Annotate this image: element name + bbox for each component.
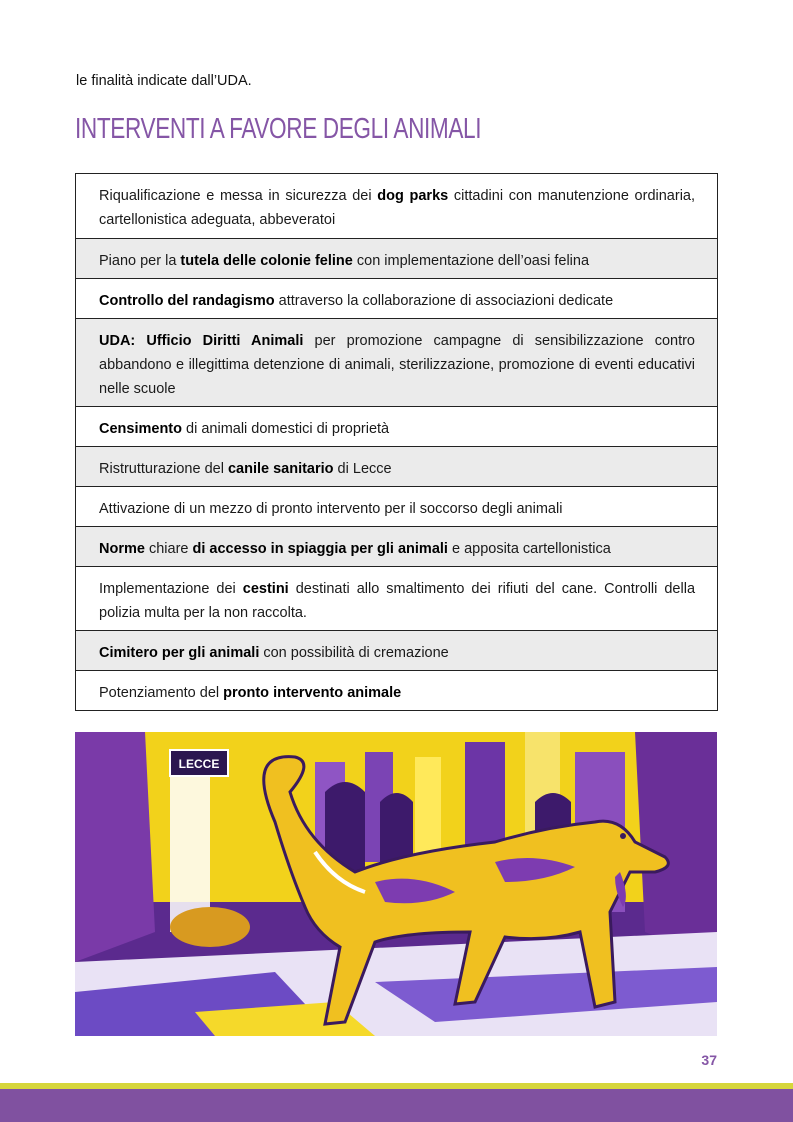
footer-purple-band	[0, 1089, 793, 1122]
intervention-row	[76, 526, 717, 566]
row-text: Piano per la	[99, 253, 181, 269]
bold-text: dog parks	[377, 188, 449, 204]
intervention-row	[76, 566, 717, 630]
bold-text: di accesso in spiaggia per gli animali	[192, 541, 448, 557]
row-text: per promozione campagne di sensibilizzazione contro abbandono e illegittima detenzione di animali, sterilizzazione, promozione di eventi educativi nelle scuole	[99, 333, 695, 397]
interventions-table	[75, 173, 718, 711]
intervention-row	[76, 486, 717, 526]
bold-text: Cimitero per gli animali	[99, 645, 260, 661]
row-text: e apposita cartellonistica	[447, 541, 611, 557]
row-text: Attivazione di un mezzo di pronto intervento per il soccorso degli animali	[99, 501, 563, 517]
bold-text: pronto intervento animale	[223, 685, 402, 701]
intervention-row	[76, 670, 717, 710]
street-sign-text: LECCE	[178, 757, 220, 771]
bold-text: cestini	[242, 581, 289, 597]
row-text: di Lecce	[333, 461, 392, 477]
intro-text: le finalità indicate dall’UDA.	[76, 73, 252, 89]
intervention-row	[76, 630, 717, 670]
intervention-row	[76, 174, 717, 238]
row-text: chiare	[144, 541, 193, 557]
intervention-row	[76, 238, 717, 278]
row-text: attraverso la collaborazione di associazioni dedicate	[274, 293, 614, 309]
intervention-row	[76, 446, 717, 486]
intervention-row	[76, 318, 717, 406]
row-text: Implementazione dei	[99, 581, 243, 597]
row-text: di animali domestici di proprietà	[182, 421, 390, 437]
intervention-row	[76, 406, 717, 446]
bold-text: Controllo del randagismo	[99, 293, 275, 309]
row-text: Riqualificazione e messa in sicurezza dei	[99, 188, 378, 204]
bold-text: tutela delle colonie feline	[180, 253, 353, 269]
row-text: Ristrutturazione del	[99, 461, 228, 477]
bold-text: UDA: Ufficio Diritti Animali	[99, 333, 304, 349]
bold-text: Censimento	[99, 421, 182, 437]
row-text: con implementazione dell’oasi felina	[352, 253, 590, 269]
row-text: con possibilità di cremazione	[259, 645, 449, 661]
bold-text: canile sanitario	[227, 461, 334, 477]
intervention-row	[76, 278, 717, 318]
row-text: cittadini con manutenzione ordinaria, cartellonistica adeguata, abbeveratoi	[99, 188, 696, 228]
row-text: Potenziamento del	[99, 685, 224, 701]
row-text: destinati allo smaltimento dei rifiuti del cane. Controlli della polizia multa per la non raccolta.	[99, 581, 696, 621]
section-heading: INTERVENTI A FAVORE DEGLI ANIMALI	[75, 113, 482, 145]
dog-street-illustration	[75, 732, 717, 1036]
bold-text: Norme	[99, 541, 145, 557]
page-number: 37	[701, 1052, 717, 1068]
